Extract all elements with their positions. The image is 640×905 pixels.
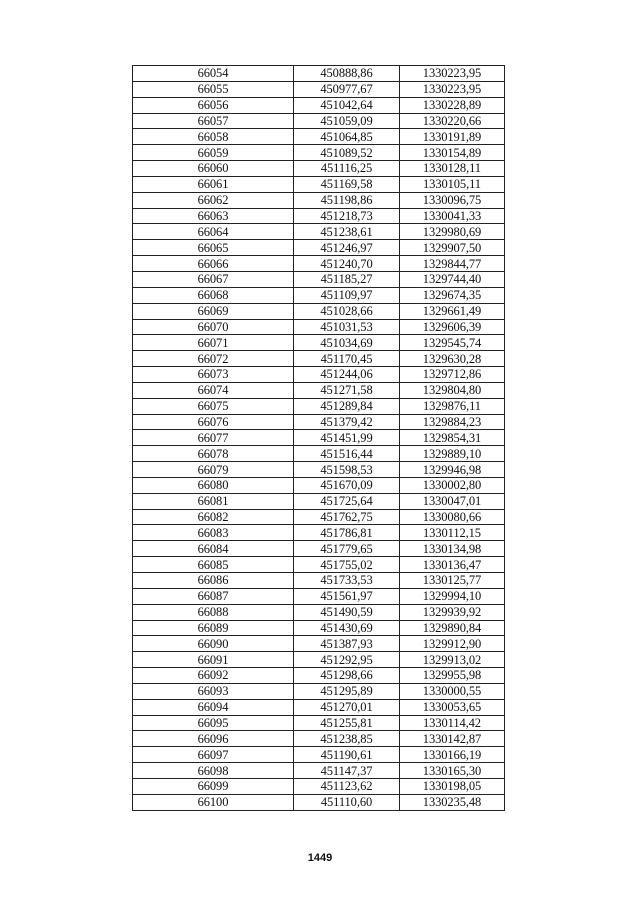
table-row [133,557,505,573]
point-id-cell: 66071 [133,335,294,351]
table-row [133,477,505,493]
point-id-cell: 66067 [133,271,294,287]
y-coordinate-cell: 1330165,30 [400,763,505,779]
x-coordinate-cell: 451733,53 [294,573,400,589]
table-row [133,287,505,303]
x-coordinate-cell: 451725,64 [294,493,400,509]
table-row [133,763,505,779]
x-coordinate-cell: 451244,06 [294,367,400,383]
table-row [133,176,505,192]
y-coordinate-cell: 1330002,80 [400,477,505,493]
point-id-cell: 66066 [133,256,294,272]
table-row [133,351,505,367]
table-row [133,81,505,97]
y-coordinate-cell: 1330047,01 [400,493,505,509]
x-coordinate-cell: 451218,73 [294,208,400,224]
point-id-cell: 66099 [133,778,294,794]
point-id-cell: 66098 [133,763,294,779]
y-coordinate-cell: 1329854,31 [400,430,505,446]
x-coordinate-cell: 451516,44 [294,446,400,462]
x-coordinate-cell: 451170,45 [294,351,400,367]
table-row [133,668,505,684]
x-coordinate-cell: 451490,59 [294,604,400,620]
table-row [133,620,505,636]
table-row [133,256,505,272]
x-coordinate-cell: 451185,27 [294,271,400,287]
y-coordinate-cell: 1330154,89 [400,145,505,161]
point-id-cell: 66088 [133,604,294,620]
table-row [133,303,505,319]
x-coordinate-cell: 451028,66 [294,303,400,319]
point-id-cell: 66097 [133,747,294,763]
y-coordinate-cell: 1329955,98 [400,668,505,684]
y-coordinate-cell: 1330080,66 [400,509,505,525]
x-coordinate-cell: 451755,02 [294,557,400,573]
y-coordinate-cell: 1330053,65 [400,699,505,715]
y-coordinate-cell: 1329844,77 [400,256,505,272]
y-coordinate-cell: 1330134,98 [400,541,505,557]
point-id-cell: 66091 [133,652,294,668]
point-id-cell: 66084 [133,541,294,557]
x-coordinate-cell: 451198,86 [294,192,400,208]
y-coordinate-cell: 1330114,42 [400,715,505,731]
y-coordinate-cell: 1329606,39 [400,319,505,335]
x-coordinate-cell: 451089,52 [294,145,400,161]
x-coordinate-cell: 451270,01 [294,699,400,715]
point-id-cell: 66072 [133,351,294,367]
table-row [133,588,505,604]
point-id-cell: 66074 [133,382,294,398]
point-id-cell: 66079 [133,462,294,478]
table-row [133,509,505,525]
x-coordinate-cell: 451289,84 [294,398,400,414]
point-id-cell: 66083 [133,525,294,541]
x-coordinate-cell: 451451,99 [294,430,400,446]
point-id-cell: 66076 [133,414,294,430]
x-coordinate-cell: 450977,67 [294,81,400,97]
x-coordinate-cell: 451034,69 [294,335,400,351]
x-coordinate-cell: 451779,65 [294,541,400,557]
point-id-cell: 66078 [133,446,294,462]
x-coordinate-cell: 451109,97 [294,287,400,303]
table-row [133,636,505,652]
point-id-cell: 66062 [133,192,294,208]
point-id-cell: 66055 [133,81,294,97]
table-row [133,208,505,224]
x-coordinate-cell: 451031,53 [294,319,400,335]
y-coordinate-cell: 1329939,92 [400,604,505,620]
table-row [133,414,505,430]
y-coordinate-cell: 1329661,49 [400,303,505,319]
coordinates-table-body [133,66,505,811]
table-row [133,335,505,351]
table-row [133,573,505,589]
x-coordinate-cell: 451123,62 [294,778,400,794]
x-coordinate-cell: 451598,53 [294,462,400,478]
point-id-cell: 66094 [133,699,294,715]
y-coordinate-cell: 1330000,55 [400,683,505,699]
point-id-cell: 66061 [133,176,294,192]
y-coordinate-cell: 1330105,11 [400,176,505,192]
table-row [133,398,505,414]
y-coordinate-cell: 1329804,80 [400,382,505,398]
table-row [133,778,505,794]
table-row [133,271,505,287]
point-id-cell: 66057 [133,113,294,129]
y-coordinate-cell: 1330128,11 [400,161,505,177]
y-coordinate-cell: 1329980,69 [400,224,505,240]
table-row [133,224,505,240]
y-coordinate-cell: 1330198,05 [400,778,505,794]
x-coordinate-cell: 451298,66 [294,668,400,684]
table-row [133,240,505,256]
point-id-cell: 66090 [133,636,294,652]
y-coordinate-cell: 1329712,86 [400,367,505,383]
table-row [133,161,505,177]
y-coordinate-cell: 1329946,98 [400,462,505,478]
x-coordinate-cell: 451147,37 [294,763,400,779]
table-row [133,129,505,145]
x-coordinate-cell: 450888,86 [294,66,400,82]
point-id-cell: 66087 [133,588,294,604]
point-id-cell: 66096 [133,731,294,747]
y-coordinate-cell: 1329890,84 [400,620,505,636]
table-row [133,382,505,398]
x-coordinate-cell: 451059,09 [294,113,400,129]
x-coordinate-cell: 451670,09 [294,477,400,493]
table-row [133,493,505,509]
x-coordinate-cell: 451295,89 [294,683,400,699]
point-id-cell: 66085 [133,557,294,573]
point-id-cell: 66077 [133,430,294,446]
point-id-cell: 66081 [133,493,294,509]
table-row [133,683,505,699]
table-row [133,541,505,557]
point-id-cell: 66080 [133,477,294,493]
x-coordinate-cell: 451430,69 [294,620,400,636]
table-row [133,731,505,747]
x-coordinate-cell: 451786,81 [294,525,400,541]
point-id-cell: 66086 [133,573,294,589]
point-id-cell: 66073 [133,367,294,383]
y-coordinate-cell: 1330096,75 [400,192,505,208]
y-coordinate-cell: 1330142,87 [400,731,505,747]
table-row [133,604,505,620]
x-coordinate-cell: 451292,95 [294,652,400,668]
table-row [133,97,505,113]
point-id-cell: 66075 [133,398,294,414]
page-number: 1449 [307,852,333,864]
y-coordinate-cell: 1329876,11 [400,398,505,414]
point-id-cell: 66064 [133,224,294,240]
x-coordinate-cell: 451246,97 [294,240,400,256]
y-coordinate-cell: 1329907,50 [400,240,505,256]
table-row [133,794,505,810]
y-coordinate-cell: 1330235,48 [400,794,505,810]
x-coordinate-cell: 451762,75 [294,509,400,525]
table-row [133,525,505,541]
y-coordinate-cell: 1330125,77 [400,573,505,589]
point-id-cell: 66082 [133,509,294,525]
x-coordinate-cell: 451190,61 [294,747,400,763]
y-coordinate-cell: 1330191,89 [400,129,505,145]
table-row [133,699,505,715]
y-coordinate-cell: 1330041,33 [400,208,505,224]
point-id-cell: 66058 [133,129,294,145]
y-coordinate-cell: 1329674,35 [400,287,505,303]
y-coordinate-cell: 1330223,95 [400,66,505,82]
point-id-cell: 66059 [133,145,294,161]
point-id-cell: 66100 [133,794,294,810]
point-id-cell: 66070 [133,319,294,335]
y-coordinate-cell: 1330220,66 [400,113,505,129]
point-id-cell: 66095 [133,715,294,731]
y-coordinate-cell: 1329913,02 [400,652,505,668]
point-id-cell: 66093 [133,683,294,699]
y-coordinate-cell: 1329889,10 [400,446,505,462]
y-coordinate-cell: 1330166,19 [400,747,505,763]
y-coordinate-cell: 1330223,95 [400,81,505,97]
table-row [133,145,505,161]
y-coordinate-cell: 1329912,90 [400,636,505,652]
point-id-cell: 66092 [133,668,294,684]
table-row [133,192,505,208]
x-coordinate-cell: 451042,64 [294,97,400,113]
x-coordinate-cell: 451169,58 [294,176,400,192]
table-row [133,113,505,129]
y-coordinate-cell: 1329884,23 [400,414,505,430]
point-id-cell: 66068 [133,287,294,303]
coordinates-table [132,65,505,811]
x-coordinate-cell: 451271,58 [294,382,400,398]
y-coordinate-cell: 1330228,89 [400,97,505,113]
table-row [133,652,505,668]
table-row [133,446,505,462]
point-id-cell: 66069 [133,303,294,319]
x-coordinate-cell: 451561,97 [294,588,400,604]
x-coordinate-cell: 451064,85 [294,129,400,145]
point-id-cell: 66065 [133,240,294,256]
point-id-cell: 66056 [133,97,294,113]
table-row [133,319,505,335]
table-row [133,715,505,731]
point-id-cell: 66089 [133,620,294,636]
y-coordinate-cell: 1330136,47 [400,557,505,573]
table-row [133,747,505,763]
x-coordinate-cell: 451110,60 [294,794,400,810]
x-coordinate-cell: 451379,42 [294,414,400,430]
point-id-cell: 66060 [133,161,294,177]
point-id-cell: 66054 [133,66,294,82]
x-coordinate-cell: 451116,25 [294,161,400,177]
y-coordinate-cell: 1329545,74 [400,335,505,351]
x-coordinate-cell: 451255,81 [294,715,400,731]
table-row [133,367,505,383]
table-row [133,430,505,446]
table-row [133,66,505,82]
y-coordinate-cell: 1329630,28 [400,351,505,367]
y-coordinate-cell: 1330112,15 [400,525,505,541]
x-coordinate-cell: 451240,70 [294,256,400,272]
x-coordinate-cell: 451387,93 [294,636,400,652]
y-coordinate-cell: 1329994,10 [400,588,505,604]
table-row [133,462,505,478]
point-id-cell: 66063 [133,208,294,224]
x-coordinate-cell: 451238,61 [294,224,400,240]
x-coordinate-cell: 451238,85 [294,731,400,747]
y-coordinate-cell: 1329744,40 [400,271,505,287]
